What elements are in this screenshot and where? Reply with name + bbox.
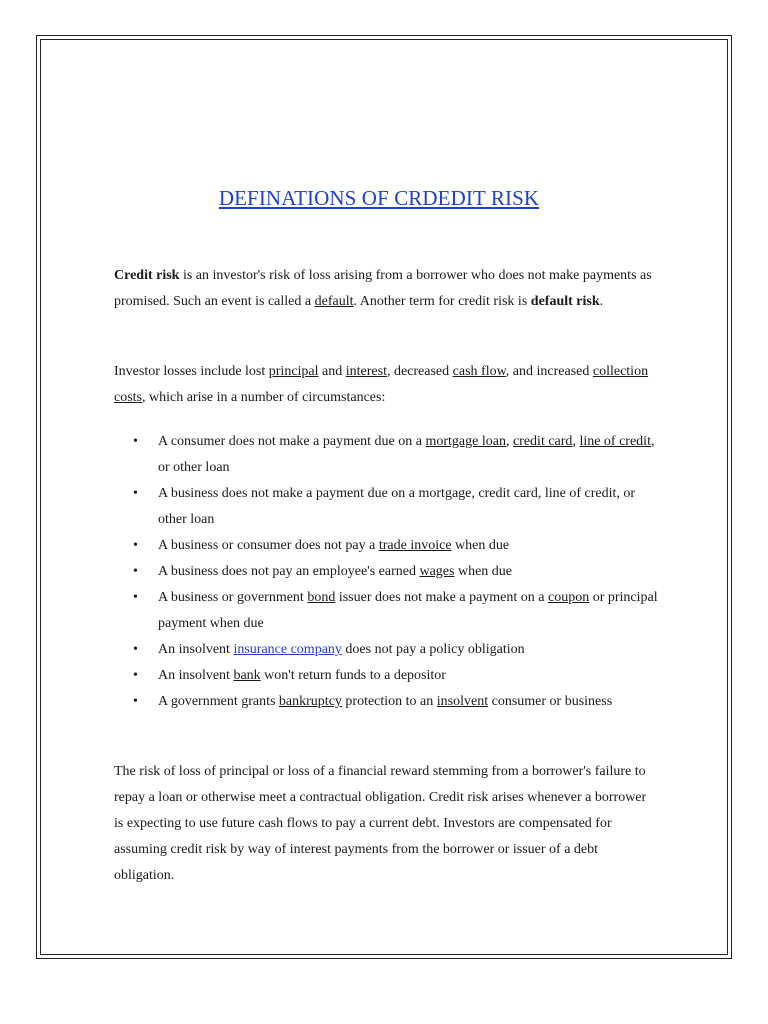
- link-bond[interactable]: bond: [307, 590, 336, 605]
- link-mortgage-loan[interactable]: mortgage loan: [425, 434, 506, 449]
- text: , or other loan: [158, 434, 655, 475]
- text: . Another term for credit risk is: [353, 294, 531, 309]
- text: A government grants: [158, 694, 279, 709]
- link-trade-invoice[interactable]: trade invoice: [378, 538, 452, 553]
- text: when due: [451, 538, 510, 553]
- text: or principal payment when due: [158, 590, 658, 631]
- link-credit-card[interactable]: credit card: [512, 434, 573, 449]
- paragraph-investor-losses: [114, 359, 659, 411]
- text: A business or government: [158, 590, 308, 605]
- link-line-of-credit[interactable]: line of credit: [579, 434, 651, 449]
- circumstances-list: [114, 429, 659, 715]
- text: A business does not make a payment due on a mortgage, credit card, line of credit, or other loan: [158, 486, 636, 527]
- bullet-icon: •: [133, 668, 138, 683]
- bullet-icon: •: [133, 538, 138, 553]
- term-credit-risk: Credit risk: [114, 268, 180, 283]
- text: .: [599, 294, 604, 309]
- text: ,: [505, 434, 513, 449]
- bullet-icon: •: [133, 590, 138, 605]
- list-item: [114, 637, 659, 663]
- link-bank[interactable]: bank: [233, 668, 261, 683]
- link-principal[interactable]: principal: [268, 364, 319, 379]
- text: and: [318, 364, 346, 379]
- list-item: [114, 663, 659, 689]
- page-title[interactable]: DEFINATIONS OF CRDEDIT RISK: [218, 186, 540, 210]
- text: won't return funds to a depositor: [260, 668, 446, 683]
- text: An insolvent: [158, 668, 234, 683]
- bullet-icon: •: [133, 434, 138, 449]
- text: A consumer does not make a payment due on a: [158, 434, 426, 449]
- text: , which arise in a number of circumstances:: [142, 390, 386, 405]
- text: issuer does not make a payment on a: [335, 590, 548, 605]
- link-bankruptcy[interactable]: bankruptcy: [278, 694, 342, 709]
- bullet-icon: •: [133, 642, 138, 657]
- link-interest[interactable]: interest: [345, 364, 387, 379]
- list-item: [114, 585, 659, 637]
- bullet-icon: •: [133, 486, 138, 501]
- text: A business does not pay an employee's earned: [158, 564, 420, 579]
- link-collection-costs[interactable]: collection costs: [114, 364, 649, 405]
- link-coupon[interactable]: coupon: [548, 590, 590, 605]
- link-cash-flow[interactable]: cash flow: [452, 364, 506, 379]
- link-default[interactable]: default: [314, 294, 354, 309]
- text: when due: [454, 564, 513, 579]
- text: protection to an: [341, 694, 437, 709]
- list-item: [114, 533, 659, 559]
- list-item: [114, 689, 659, 715]
- text: A business or consumer does not pay a: [158, 538, 379, 553]
- text: Investor losses include lost: [114, 364, 269, 379]
- link-insolvent[interactable]: insolvent: [436, 694, 489, 709]
- text: ,: [572, 434, 580, 449]
- text: An insolvent: [158, 642, 234, 657]
- list-item: [114, 481, 659, 533]
- paragraph-definition: [114, 263, 659, 315]
- link-insurance-company[interactable]: insurance company: [233, 642, 342, 657]
- text: , decreased: [386, 364, 453, 379]
- text: is an investor's risk of loss arising from a borrower who does not make payments as promised. Such an event is called a: [114, 268, 652, 309]
- bullet-icon: •: [133, 694, 138, 709]
- term-default-risk: default risk: [530, 294, 600, 309]
- list-item: [114, 559, 659, 585]
- bullet-icon: •: [133, 564, 138, 579]
- text: consumer or business: [488, 694, 613, 709]
- text: , and increased: [505, 364, 593, 379]
- text: does not pay a policy obligation: [341, 642, 525, 657]
- paragraph-summary: The risk of loss of principal or loss of a financial reward stemming from a borrower's failure to repay a loan or otherwise meet a contractual obligation. Credit risk arises whenever a borrower is expecting to use future cash flows to pay a current debt. Investors are compensated for assuming credit risk by way of interest payments from the borrower or issuer of a debt obligation.: [114, 764, 647, 883]
- link-wages[interactable]: wages: [419, 564, 455, 579]
- list-item: [114, 429, 659, 481]
